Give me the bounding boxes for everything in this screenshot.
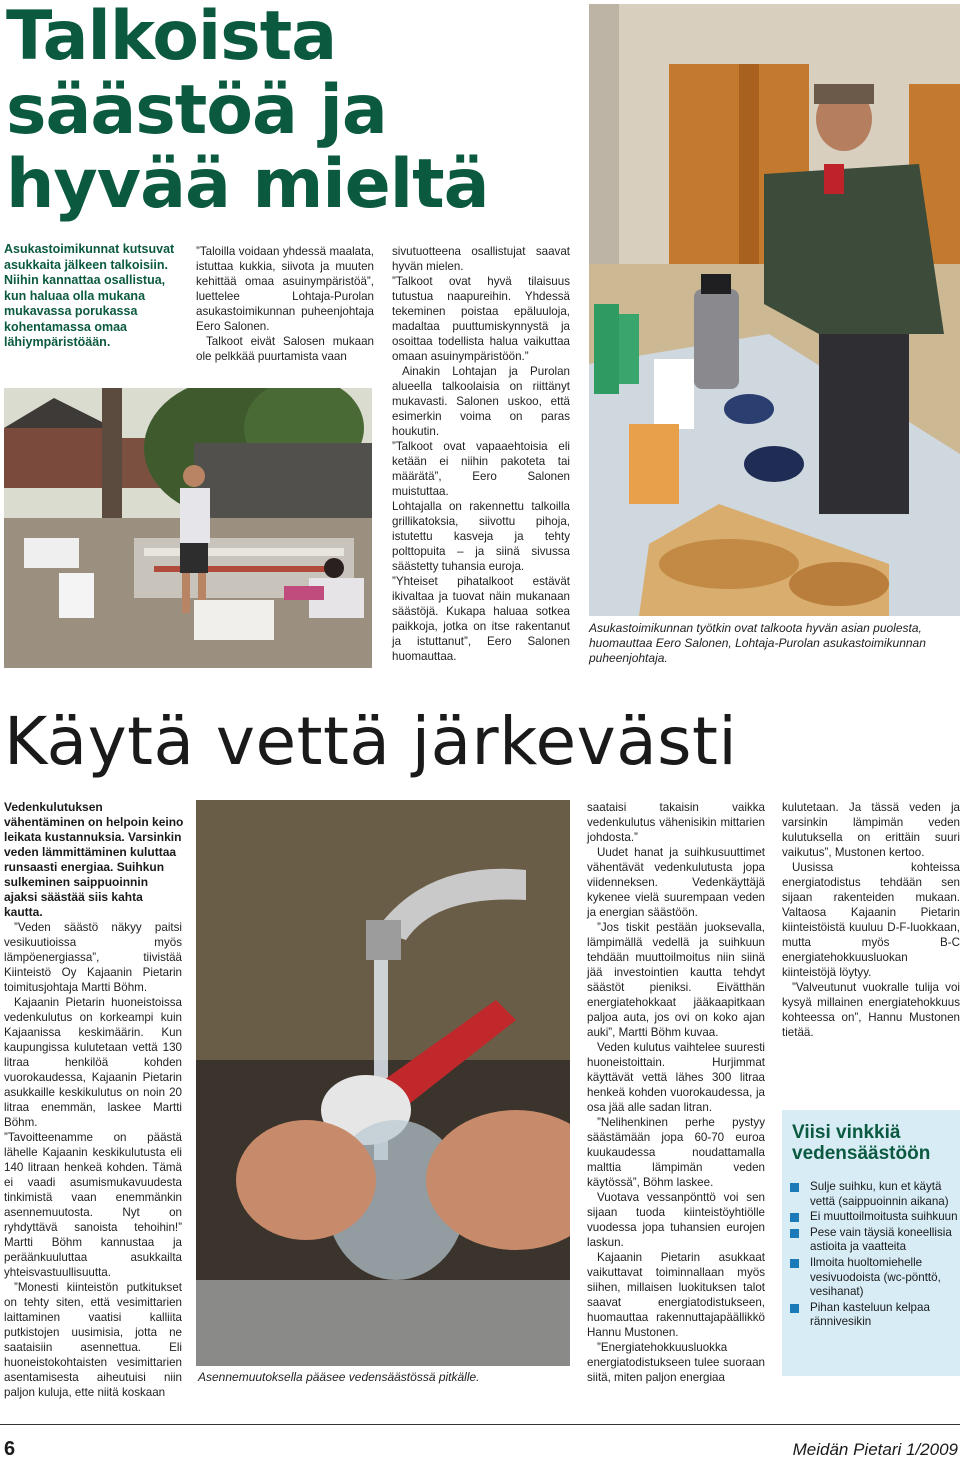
- tip-item: [790, 1180, 958, 1209]
- paragraph: ”Energiatehokkuusluokka energiatodistukseen tulee suoraan siitä, miten paljon energiaa: [587, 1341, 765, 1384]
- article2-lead: Vedenkulutuksen vähentäminen on helpoin keino leikata kustannuksia. Varsinkin veden lämmittäminen kuluttaa runsaasti energiaa. Suihkun sulkeminen saippuoinnin ajaksi säästää siis kahta kautta.: [4, 800, 184, 919]
- paragraph: Vuotava vessanpönttö voi sen sijaan tuoda kiinteistöyhtiölle vuodessa jopa tuhansien eurojen laskun.: [587, 1191, 765, 1249]
- photo-yard-talkoot: [4, 388, 372, 668]
- paragraph: ”Nelihenkinen perhe pystyy säästämään jopa 60-70 euroa kuukaudessa noudattamalla malttia lämpimän veden käytössä”, Böhm laskee.: [587, 1116, 765, 1189]
- article2-column-4: [782, 800, 960, 1040]
- bullet-square-icon: [790, 1213, 799, 1222]
- tip-text: Ilmoita huoltomiehelle vesivuodoista (wc-pönttö, vesihanat): [810, 1255, 941, 1299]
- photo-eero-salonen: [589, 4, 960, 616]
- paragraph: ”Valveutunut vuokralle tulija voi kysyä millainen energiatehokkuus kohteessa on”, Hannu Mustonen tietää.: [782, 981, 960, 1039]
- article2-headline: Käytä vettä järkevästi: [4, 703, 738, 780]
- magazine-issue: Meidän Pietari 1/2009: [792, 1440, 958, 1459]
- article1-photo-caption: Asukastoimikunnan työtkin ovat talkoota hyvän asian puolesta, huomauttaa Eero Salonen, Lohtaja-Purolan asukastoimikunnan puheenjohtaja.: [589, 621, 926, 665]
- photo-dishwashing: [196, 800, 570, 1366]
- tip-item: [790, 1301, 958, 1330]
- paragraph: ”Yhteiset pihatalkoot estävät ikivaltaa ja tuovat näin mukanaan säästöjä. Kukapa haluaa sotkea paikkoja, jotka on itse rakentanut ja istuttanut”, Eero Salonen huomauttaa.: [392, 575, 570, 663]
- article1-lead: Asukastoimikunnat kutsuvat asukkaita jälkeen talkoisiin. Niihin kannattaa osallistua, kun haluaa olla mukana mukavassa porukassa kohentamassa omaa lähiympäristöään.: [4, 242, 175, 349]
- paragraph: Kajaanin Pietarin asukkaat vaikuttavat toiminnallaan myös siihen, millaisen luokituksen talot saavat energiatodistukseen, huomauttaa rakennuttajapäällikkö Hannu Mustonen.: [587, 1251, 765, 1339]
- article1-headline: Talkoista säästöä ja hyvää mieltä: [6, 0, 489, 224]
- tips-title: Viisi vinkkiä vedensäästöön: [792, 1122, 931, 1164]
- article1-column-3: [392, 244, 570, 664]
- bullet-square-icon: [790, 1304, 799, 1313]
- tip-text: Pihan kasteluun kelpaa rännivesikin: [810, 1300, 930, 1329]
- paragraph: ”Talkoot ovat hyvä tilaisuus tutustua naapureihin. Yhdessä tekeminen poistaa epäluuloja, madaltaa puuttumiskynnystä ja osoittaa todellista halua vaikuttaa omaan asuinympäristöön.”: [392, 275, 570, 363]
- paragraph: ”Veden säästö näkyy paitsi vesikuutioissa myös lämpöenergiassa”, tiivistää Kiinteistö Oy Kajaanin Pietarin toimitusjohtaja Martti Böhm.: [4, 921, 182, 994]
- tip-text: Sulje suihku, kun et käytä vettä (saippuoinnin aikana): [810, 1180, 949, 1208]
- paragraph: Lohtajalla on rakennettu talkoilla grillikatoksia, siivottu pihoja, istutettu kasveja ja tehty polttopuita – ja siinä sivussa säästetty tuhansia euroja.: [392, 500, 570, 573]
- paragraph: saataisi takaisin vaikka vedenkulutus vähenisikin mittarien johdosta.”: [587, 801, 765, 844]
- paragraph: ”Jos tiskit pestään juoksevalla, lämpimällä vedellä ja suihkuun tehdään muuttoilmoitus niin siinä jää investointien kautta tehdyt säästöt pieniksi. Eivätthän energiatehokkaat jääkaapitkaan paljoa auta, jos ovi on koko ajan auki”, Martti Böhm kuvaa.: [587, 921, 765, 1039]
- paragraph: Ainakin Lohtajan ja Purolan alueella talkoolaisia on riittänyt mukavasti. Salonen uskoo, että esimerkin voima on paras houkutin.: [392, 365, 570, 438]
- paragraph: kulutetaan. Ja tässä veden ja varsinkin lämpimän veden kulutuksella on erittäin suuri vaikutus”, Mustonen kertoo.: [782, 801, 960, 859]
- bullet-square-icon: [790, 1229, 799, 1238]
- tips-box: [782, 1110, 960, 1376]
- tip-text: Ei muuttoilmoitusta suihkuun: [810, 1210, 958, 1224]
- bullet-square-icon: [790, 1183, 799, 1192]
- tip-item: [790, 1226, 958, 1255]
- paragraph: ”Monesti kiinteistön putkitukset on tehty siten, että vesimittarien laittaminen vaatisi kalliita putkistojen uusimisia, jotta ne saataisiin asennettua. Eli huoneistokohtaisten vesimittarien asentamisesta aiheutuisi niin paljon kuluja, ette niitä koskaan: [4, 1281, 182, 1399]
- tip-item: [790, 1256, 958, 1300]
- paragraph: Uudet hanat ja suihkusuuttimet vähentävät vedenkulutusta jopa viidenneksen. Vedenkäyttäjä kykenee vielä suurempaan veden ja energian säästöön.: [587, 846, 765, 919]
- bullet-square-icon: [790, 1259, 799, 1268]
- article2-column-3: [587, 800, 765, 1385]
- page-number: 6: [4, 1438, 16, 1460]
- paragraph: Veden kulutus vaihtelee suuresti huoneistoittain. Hurjimmat käyttävät vettä lähes 300 litraa henkeä kohden vuorokaudessa, ja osa jää alle sadan litran.: [587, 1041, 765, 1114]
- paragraph: Uusissa kohteissa energiatodistus tehdään sen sijaan rakenteiden mukaan. Valtaosa Kajaanin Pietarin kiinteistöistä kuuluu D-F-luokkaan, mutta myös B-C energiatehokkuusluokan kiinteistöjä löytyy.: [782, 861, 960, 979]
- paragraph: ”Tavoitteenamme on päästä lähelle Kajaanin keskikulutusta eli 140 litraan henkeä kohden. Tämä ei vaadi asumismukavuudesta tinkimistä vaan enemmänkin asennemuutosta. Nyt on ryhdyttävä sanoista tehoihin!” Martti Böhm kannustaa ja peräänkuuluttaa asukkailta yhteisvastuullisuutta.: [4, 1131, 182, 1279]
- paragraph: sivutuotteena osallistujat saavat hyvän mielen.: [392, 245, 570, 273]
- paragraph: Talkoot eivät Salosen mukaan ole pelkkää puurtamista vaan: [196, 335, 374, 363]
- paragraph: ”Taloilla voidaan yhdessä maalata, istuttaa kukkia, siivota ja muuten kehittää omaa asuinympäristöä”, luettelee Lohtaja-Purolan asukastoimikunnan puheenjohtaja Eero Salonen.: [196, 245, 374, 333]
- tip-text: Pese vain täysiä koneellisia astioita ja vaatteita: [810, 1225, 952, 1254]
- footer-divider: [0, 1424, 960, 1425]
- paragraph: Kajaanin Pietarin huoneistoissa vedenkulutus on korkeampi kuin Kajaanissa keskimäärin. Kun kaupungissa kulutetaan vettä 130 litraa henkilöä kohden vuorokaudessa, Kajaanin Pietarin asukkaille keskikulutus on noin 20 litraa enemmän, laskee Martti Böhm.: [4, 996, 182, 1129]
- tips-list: [790, 1180, 958, 1331]
- article1-column-2: [196, 244, 374, 364]
- article2-column-1: [4, 920, 182, 1400]
- paragraph: ”Talkoot ovat vapaaehtoisia eli ketään ei niihin pakoteta tai määrätä”, Eero Salonen muistuttaa.: [392, 440, 570, 498]
- article2-photo-caption: Asennemuutoksella pääsee vedensäästössä pitkälle.: [198, 1370, 480, 1384]
- tip-item: [790, 1210, 958, 1225]
